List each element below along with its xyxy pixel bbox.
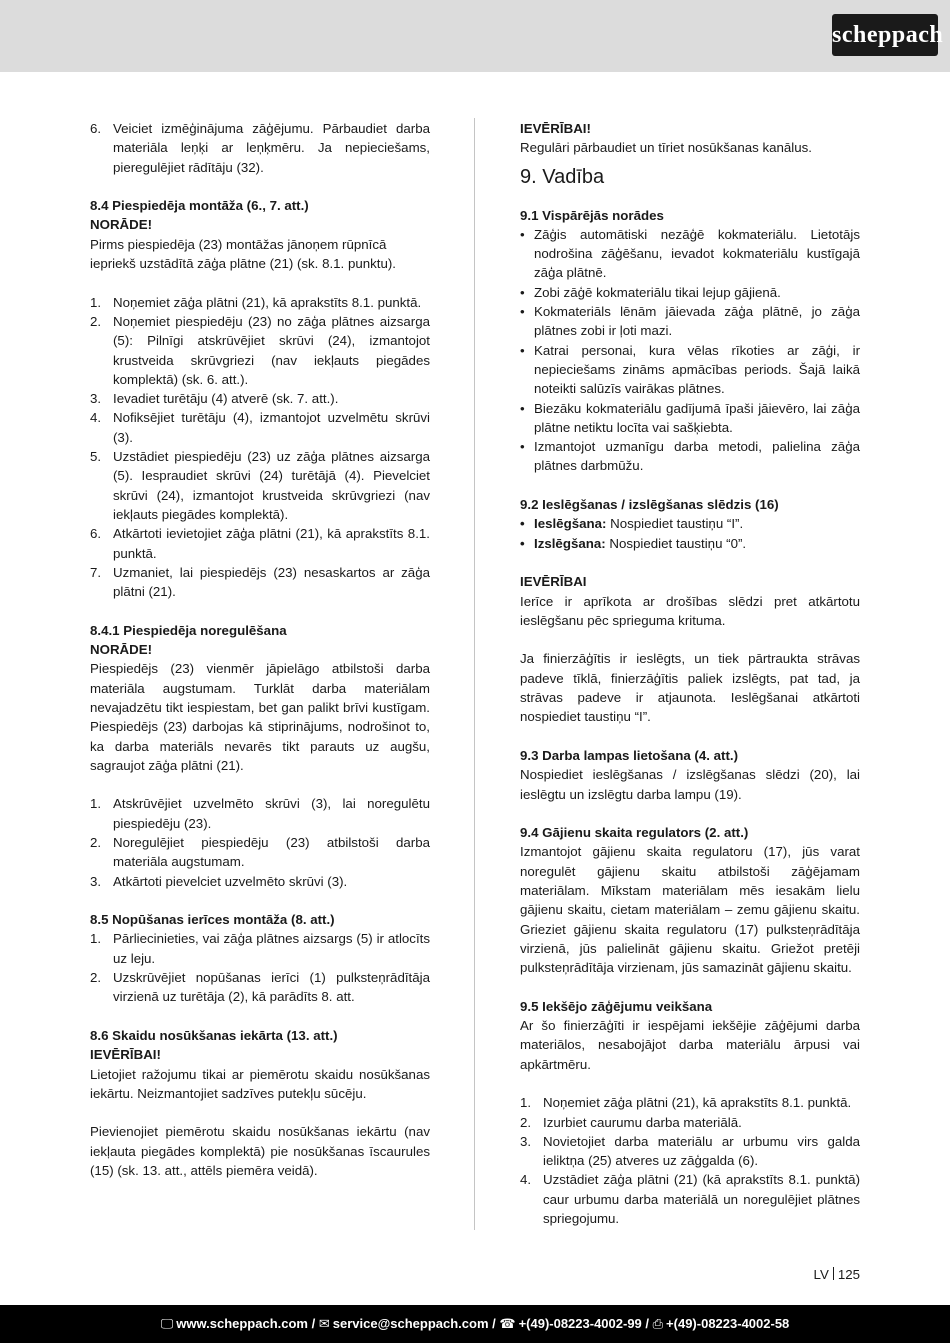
notice-label: NORĀDE! [90, 642, 153, 658]
list-item: • Katrai personai, kura vēlas rīkoties ar zāģi, ir nepieciešams zināms apmācības periods. Šajā laikā noteikti salūzīs vairākas plātnes. [520, 342, 860, 397]
notice-label: IEVĒRĪBAI! [90, 1047, 161, 1063]
left-column [90, 119, 430, 1180]
steps-9-5 [520, 1093, 860, 1228]
paragraph: Ja finierzāģītis ir ieslēgts, un tiek pārtraukta strāvas padeve tīklā, finierzāģītis paliek izslēgts, pat tad, ja strāvas padeve ir atjaunota. Ieslēgšanai atkārtoti nospiediet taustiņu “I”. [520, 651, 860, 725]
list-item: 1. Noņemiet zāģa plātni (21), kā aprakstīts 8.1. punktā. [90, 294, 422, 310]
scheppach-logo: scheppach [832, 14, 938, 56]
phone-number: +(49)-08223-4002-99 [518, 1316, 642, 1331]
list-item: 2. Uzskrūvējiet nopūšanas ierīci (1) pulksteņrādītāja virzienā uz turētāja (2), kā parādīts 8. att. [90, 970, 430, 1005]
language-code: LV [813, 1267, 829, 1282]
page-number-value: 125 [837, 1267, 860, 1282]
section-heading-9-5: 9.5 Iekšējo zāģējumu veikšana [520, 998, 713, 1014]
list-item: 6. Veiciet izmēģinājuma zāģējumu. Pārbaudiet darba materiāla leņķi ar leņķmēru. Ja nepieciešams, pieregulējiet rādītāju (32). [90, 121, 430, 175]
list-item: 3. Atkārtoti pievelciet uzvelmēto skrūvi (3). [90, 873, 348, 889]
phone-icon: ☎ [499, 1316, 516, 1331]
computer-icon: 🖵 [160, 1316, 174, 1331]
steps-8-5 [90, 929, 430, 1006]
paragraph: Pievienojiet piemērotu skaidu nosūkšanas iekārtu (nav iekļauta piegādes komplektā) pie nosūkšanas īscaurules (15) (sk. 13. att., attēls piemēra veidā). [90, 1124, 430, 1179]
list-item: • Izslēgšana: Nospiediet taustiņu “0”. [520, 535, 747, 551]
switch-list [520, 514, 860, 553]
steps-8-4-1 [90, 794, 430, 890]
notice-label: NORĀDE! [90, 217, 153, 233]
list-item: 5. Uzstādiet piespiedēju (23) uz zāģa plātnes aizsarga (5). Iespraudiet skrūvi (24) turētājā (4). Pievelciet skrūvi (24), izmantojot krustveida skrūvgriezi (nav iekļauts piegādes komplektā). [90, 449, 430, 522]
notice-label: IEVĒRĪBAI! [520, 121, 591, 136]
section-heading-8-5: 8.5 Nopūšanas ierīces montāža (8. att.) [90, 912, 335, 928]
section-heading-8-4: 8.4 Piespiedēja montāža (6., 7. att.) [90, 198, 309, 214]
paragraph: Pirms piespiedēja (23) montāžas jānoņem rūpnīcā iepriekš uzstādītā zāģa plātne (21) (sk. 8.1. punktu). [90, 236, 396, 272]
list-item: 1. Noņemiet zāģa plātni (21), kā aprakstīts 8.1. punktā. [520, 1095, 852, 1111]
list-item: • Biezāku kokmateriālu gadījumā īpaši jāievēro, lai zāģa plātne netiktu locīta vai sašķiebta. [520, 400, 860, 435]
steps-8-4 [90, 293, 430, 602]
list-item: 7. Uzmaniet, lai piespiedējs (23) nesaskartos ar zāģa plātni (21). [90, 564, 430, 600]
list-item: 3. Novietojiet darba materiālu ar urbumu virs galda ieliktņa (25) atveres uz zāģgalda (6). [520, 1133, 860, 1169]
right-column [520, 119, 860, 1228]
list-item: • Izmantojot uzmanīgu darba metodi, palielina zāģa plātnes darbmūžu. [520, 439, 860, 474]
list-item: 2. Izurbiet caurumu darba materiālā. [520, 1114, 742, 1130]
list-item: 1. Atskrūvējiet uzvelmēto skrūvi (3), lai noregulētu piespiedēju (23). [90, 796, 430, 831]
website-link[interactable]: www.scheppach.com [176, 1316, 308, 1331]
paragraph: Izmantojot gājienu skaita regulatoru (17), jūs varat noregulēt gājienu skaitu atbilstoši zāģējamam materiālam. Mīkstam materiālam mēs iesakām lielu gājienu skaitu, cietam materiālam – zemu gājienu skaitu. Grieziet gājienu skaita regulatoru (17) pulksteņrādītāja virzienā, jūs palielināt gājienu skaitu. Griežot pretēji pulksteņrādītāja virzienam, jūs samazināt gājienu skaitu. [520, 844, 860, 976]
section-heading-9-1: 9.1 Vispārējās norādes [520, 207, 664, 223]
paragraph: Nospiediet ieslēgšanas / izslēgšanas slēdzi (20), lai ieslēgtu un izslēgtu darba lampu (19). [520, 767, 860, 802]
mail-icon: ✉ [318, 1316, 330, 1331]
section-heading-8-4-1: 8.4.1 Piespiedēja noregulēšana [90, 622, 287, 638]
fax-icon: ⎙ [652, 1316, 664, 1331]
paragraph: Piespiedējs (23) vienmēr jāpielāgo atbilstoši darba materiāla augstumam. Turklāt darba materiālam nevajadzētu tikt iespiestam, bet gan palikt brīvi kustīgam. Piespiedējs (23) darbojas kā stiprinājums, nodrošinot to, ka darba materiāls nevarēs tikt parauts uz augšu, sagraujot zāģa plātni (21). [90, 661, 430, 773]
column-divider [474, 118, 475, 1230]
paragraph: Lietojiet ražojumu tikai ar piemērotu skaidu nosūkšanas iekārtu. Neizmantojiet sadzīves putekļu sūcēju. [90, 1066, 430, 1101]
section-heading-8-6: 8.6 Skaidu nosūkšanas iekārta (13. att.) [90, 1027, 338, 1043]
section-heading-9-4: 9.4 Gājienu skaita regulators (2. att.) [520, 825, 749, 841]
list-item: • Zobi zāģē kokmateriālu tikai lejup gājienā. [520, 284, 781, 300]
list-item: 4. Nofiksējiet turētāju (4), izmantojot uzvelmētu skrūvi (3). [90, 410, 430, 445]
list-item: 6. Atkārtoti ievietojiet zāģa plātni (21), kā aprakstīts 8.1. punktā. [90, 526, 430, 561]
paragraph: Regulāri pārbaudiet un tīriet nosūkšanas kanālus. [520, 140, 812, 156]
list-item: 2. Noregulējiet piespiedēju (23) atbilstoši darba materiāla augstumam. [90, 834, 430, 870]
page-header [0, 0, 950, 72]
list-item: 3. Ievadiet turētāju (4) atverē (sk. 7. att.). [90, 391, 339, 407]
bullets-9-1 [520, 225, 860, 476]
page-number [814, 1265, 860, 1284]
list-item: 2. Noņemiet piespiedēju (23) no zāģa plātnes aizsarga (5): Pilnīgi atskrūvējiet skrūvi (24), izmantojot krustveida skrūvgriezi (nav iekļauts piegādes komplektā) (sk. 6. att.). [90, 313, 430, 387]
list-item: • Kokmateriāls lēnām jāievada zāģa plātnē, jo zāģa plātnes zobi ir ļoti mazi. [520, 304, 860, 339]
fax-number: +(49)-08223-4002-58 [666, 1316, 790, 1331]
list-item: 4. Uzstādiet zāģa plātni (21) (kā aprakstīts 8.1. punktā) caur urbumu darba materiālā un noregulējiet plātnes spriegojumu. [520, 1172, 860, 1227]
chapter-heading: 9. Vadība [520, 165, 605, 188]
list-item: 1. Pārliecinieties, vai zāģa plātnes aizsargs (5) ir atlocīts uz leju. [90, 931, 430, 966]
list-item: • Zāģis automātiski nezāģē kokmateriālu. Lietotājs nodrošina zāģēšanu, ievadot kokmateriālu kustīgajā zāģa plātnē. [520, 226, 860, 281]
paragraph: Ierīce ir aprīkota ar drošības slēdzi pret atkārtotu ieslēgšanu pēc sprieguma krituma. [520, 593, 860, 628]
list-item: • Ieslēgšana: Nospiediet taustiņu “I”. [520, 516, 744, 532]
page-footer: 🖵 www.scheppach.com / ✉ service@scheppach.com / ☎ +(49)-08223-4002-99 / ⎙ +(49)-08223-4002-58 [0, 1305, 950, 1343]
email-link[interactable]: service@scheppach.com [332, 1316, 489, 1331]
intro-list [90, 119, 430, 177]
paragraph: Ar šo finierzāģīti ir iespējami iekšējie zāģējumi darba materiālos, nesabojājot darba materiālu ārpusi vai apkārtmēru. [520, 1018, 860, 1072]
notice-label: IEVĒRĪBAI [520, 574, 587, 590]
section-heading-9-3: 9.3 Darba lampas lietošana (4. att.) [520, 747, 739, 763]
section-heading-9-2: 9.2 Ieslēgšanas / izslēgšanas slēdzis (16) [520, 497, 779, 513]
